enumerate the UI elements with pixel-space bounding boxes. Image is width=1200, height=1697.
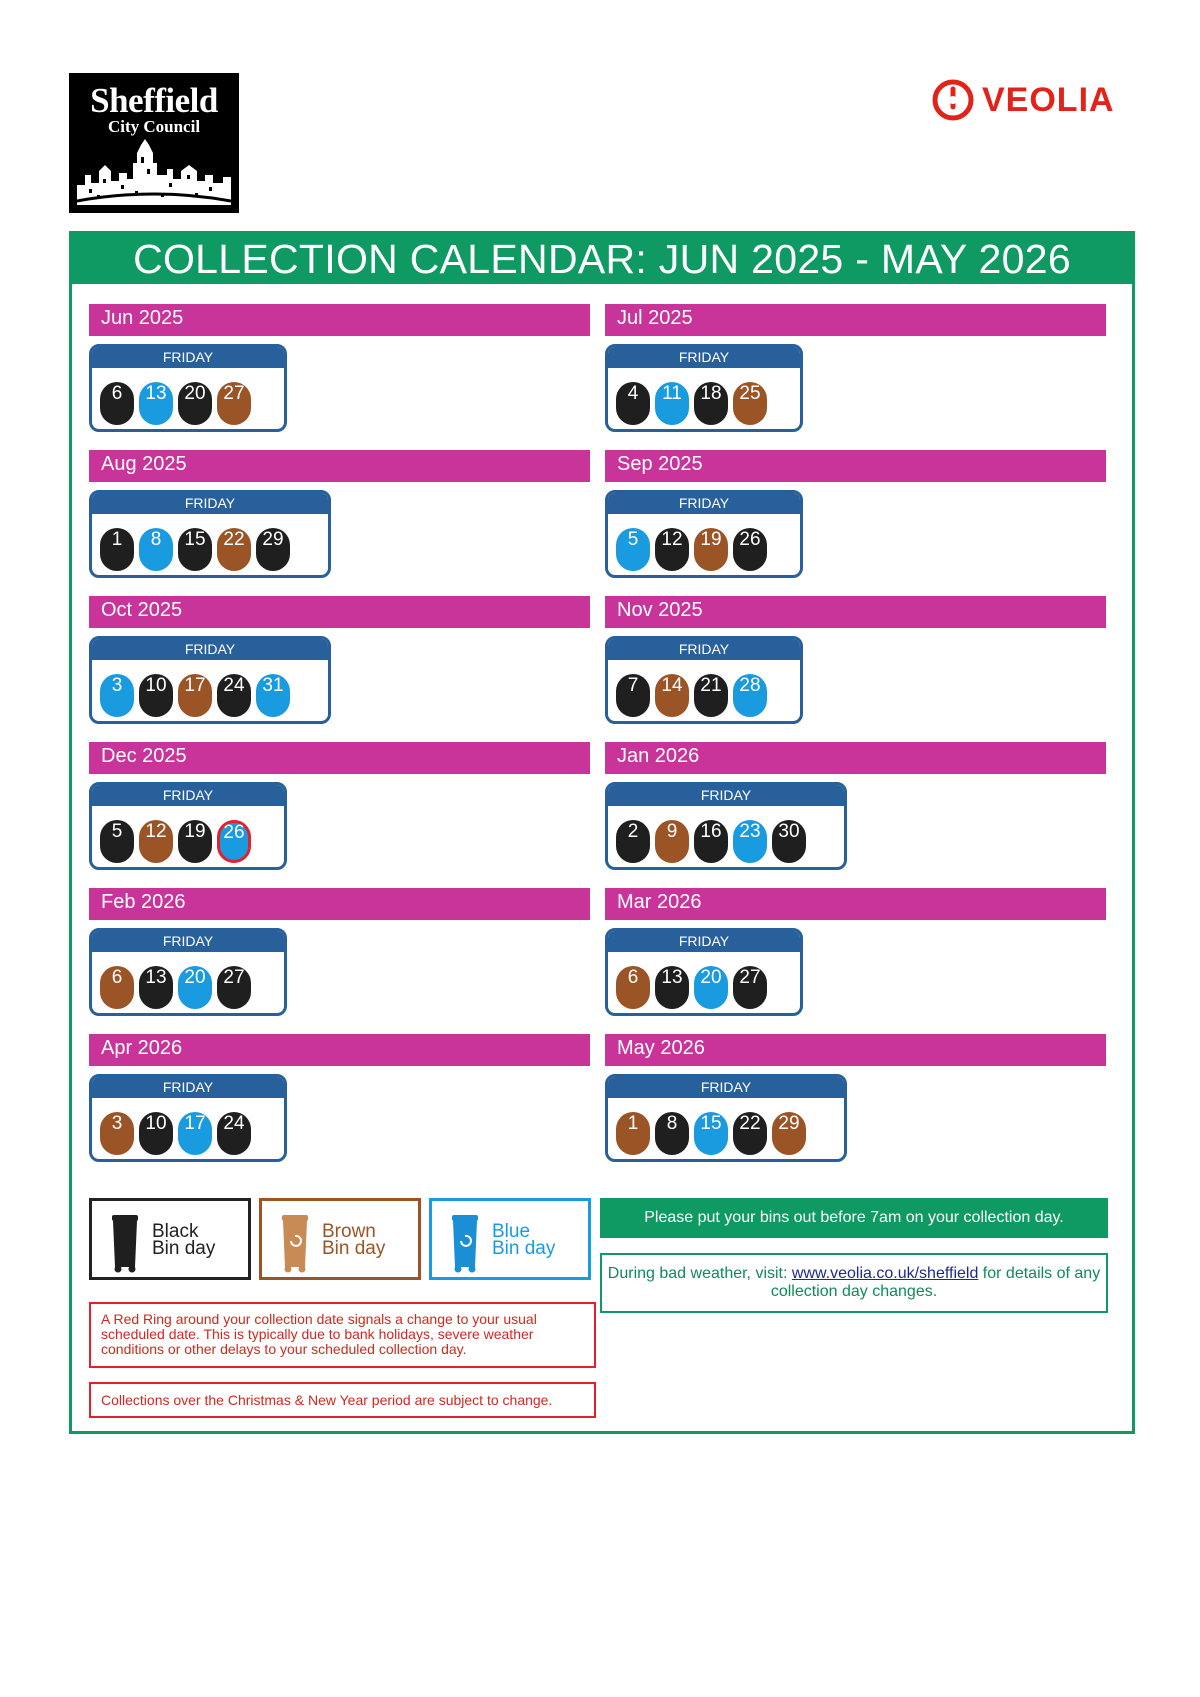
collection-date-black-bin: 5 bbox=[100, 820, 134, 863]
month-label: Jan 2026 bbox=[605, 742, 1106, 774]
collection-date-black-bin: 24 bbox=[217, 1112, 251, 1155]
legend-black-line1: Black bbox=[152, 1221, 199, 1242]
collection-date-brown-bin: 27 bbox=[217, 382, 251, 425]
collection-date-black-bin: 22 bbox=[733, 1112, 767, 1155]
collection-date-black-bin: 10 bbox=[139, 674, 173, 717]
collection-date-black-bin: 2 bbox=[616, 820, 650, 863]
month-collection-box bbox=[605, 928, 803, 1016]
month-label: Mar 2026 bbox=[605, 888, 1106, 920]
council-logo-subtitle: City Council bbox=[107, 117, 201, 136]
month-collection-box bbox=[89, 928, 287, 1016]
collection-date-blue-bin: 20 bbox=[178, 966, 212, 1009]
month-label: Aug 2025 bbox=[89, 450, 590, 482]
collection-date-brown-bin: 6 bbox=[616, 966, 650, 1009]
collection-date-black-bin: 19 bbox=[178, 820, 212, 863]
weekday-label: FRIDAY bbox=[92, 1077, 284, 1098]
collection-date-black-bin: 10 bbox=[139, 1112, 173, 1155]
collection-date-blue-bin: 8 bbox=[139, 528, 173, 571]
collection-date-brown-bin: 12 bbox=[139, 820, 173, 863]
month-label: Dec 2025 bbox=[89, 742, 590, 774]
month-collection-box bbox=[605, 636, 803, 724]
christmas-note: Collections over the Christmas & New Year period are subject to change. bbox=[89, 1382, 596, 1418]
collection-date-brown-bin: 29 bbox=[772, 1112, 806, 1155]
collection-date-blue-bin: 23 bbox=[733, 820, 767, 863]
collection-date-black-bin: 29 bbox=[256, 528, 290, 571]
weekday-label: FRIDAY bbox=[608, 1077, 844, 1098]
collection-date-black-bin: 24 bbox=[217, 674, 251, 717]
bad-weather-note bbox=[600, 1253, 1108, 1313]
weekday-label: FRIDAY bbox=[608, 639, 800, 660]
weekday-label: FRIDAY bbox=[92, 785, 284, 806]
legend-brown-bin bbox=[259, 1198, 421, 1280]
legend-brown-line2: Bin day bbox=[322, 1238, 386, 1259]
month-label: Feb 2026 bbox=[89, 888, 590, 920]
collection-date-black-bin: 27 bbox=[217, 966, 251, 1009]
collection-date-black-bin: 7 bbox=[616, 674, 650, 717]
city-skyline-icon bbox=[77, 135, 231, 205]
calendar-title: COLLECTION CALENDAR: JUN 2025 - MAY 2026 bbox=[72, 234, 1132, 284]
legend-blue-line2: Bin day bbox=[492, 1238, 556, 1259]
collection-date-black-bin: 1 bbox=[100, 528, 134, 571]
veolia-logo bbox=[930, 75, 1120, 125]
black-bin-icon bbox=[110, 1211, 140, 1273]
legend-brown-line1: Brown bbox=[322, 1221, 376, 1242]
legend-blue-line1: Blue bbox=[492, 1221, 531, 1242]
month-collection-box bbox=[605, 344, 803, 432]
collection-date-brown-bin: 22 bbox=[217, 528, 251, 571]
collection-date-blue-bin: 15 bbox=[694, 1112, 728, 1155]
month-collection-box bbox=[89, 1074, 287, 1162]
veolia-wordmark: VEOLIA bbox=[982, 81, 1115, 119]
blue-bin-icon bbox=[450, 1211, 480, 1273]
legend-black-line2: Bin day bbox=[152, 1238, 216, 1259]
collection-date-blue-bin: 11 bbox=[655, 382, 689, 425]
weekday-label: FRIDAY bbox=[92, 639, 328, 660]
collection-date-brown-bin: 14 bbox=[655, 674, 689, 717]
month-collection-box bbox=[605, 1074, 847, 1162]
month-label: Jul 2025 bbox=[605, 304, 1106, 336]
red-ring-note: A Red Ring around your collection date signals a change to your usual scheduled date. This is typically due to bank holidays, severe weather conditions or other delays to your scheduled collection day. bbox=[89, 1302, 596, 1368]
month-label: Oct 2025 bbox=[89, 596, 590, 628]
legend-black-bin bbox=[89, 1198, 251, 1280]
weekday-label: FRIDAY bbox=[608, 931, 800, 952]
collection-date-black-bin: 6 bbox=[100, 382, 134, 425]
brown-bin-icon bbox=[280, 1211, 310, 1273]
weekday-label: FRIDAY bbox=[92, 931, 284, 952]
collection-date-black-bin: 16 bbox=[694, 820, 728, 863]
collection-date-black-bin: 13 bbox=[139, 966, 173, 1009]
collection-date-blue-bin: 28 bbox=[733, 674, 767, 717]
collection-date-black-bin: 26 bbox=[733, 528, 767, 571]
collection-date-brown-bin: 6 bbox=[100, 966, 134, 1009]
weekday-label: FRIDAY bbox=[608, 347, 800, 368]
month-collection-box bbox=[605, 782, 847, 870]
collection-date-brown-bin: 3 bbox=[100, 1112, 134, 1155]
month-collection-box bbox=[89, 490, 331, 578]
council-logo-name: Sheffield bbox=[90, 81, 218, 120]
collection-date-black-bin: 27 bbox=[733, 966, 767, 1009]
weather-note-prefix: During bad weather, visit: bbox=[607, 1265, 792, 1282]
month-label: Jun 2025 bbox=[89, 304, 590, 336]
put-bins-out-note: Please put your bins out before 7am on your collection day. bbox=[600, 1198, 1108, 1238]
month-collection-box bbox=[605, 490, 803, 578]
weekday-label: FRIDAY bbox=[608, 785, 844, 806]
sheffield-city-council-logo bbox=[69, 73, 239, 213]
weekday-label: FRIDAY bbox=[92, 493, 328, 514]
veolia-sheffield-link[interactable]: www.veolia.co.uk/sheffield bbox=[791, 1265, 979, 1282]
month-label: May 2026 bbox=[605, 1034, 1106, 1066]
collection-date-brown-bin: 25 bbox=[733, 382, 767, 425]
collection-date-blue-bin: 5 bbox=[616, 528, 650, 571]
collection-date-black-bin: 30 bbox=[772, 820, 806, 863]
collection-date-blue-bin: 3 bbox=[100, 674, 134, 717]
collection-date-black-bin: 20 bbox=[178, 382, 212, 425]
legend-blue-bin bbox=[429, 1198, 591, 1280]
collection-date-brown-bin: 1 bbox=[616, 1112, 650, 1155]
month-collection-box bbox=[89, 636, 331, 724]
veolia-ring-icon bbox=[930, 77, 976, 123]
collection-date-black-bin: 15 bbox=[178, 528, 212, 571]
month-collection-box bbox=[89, 782, 287, 870]
month-label: Apr 2026 bbox=[89, 1034, 590, 1066]
collection-date-brown-bin: 17 bbox=[178, 674, 212, 717]
collection-date-blue-bin: 26 bbox=[217, 820, 251, 863]
collection-date-black-bin: 8 bbox=[655, 1112, 689, 1155]
month-label: Nov 2025 bbox=[605, 596, 1106, 628]
collection-date-black-bin: 12 bbox=[655, 528, 689, 571]
collection-date-black-bin: 21 bbox=[694, 674, 728, 717]
collection-date-black-bin: 13 bbox=[655, 966, 689, 1009]
weekday-label: FRIDAY bbox=[608, 493, 800, 514]
weather-note-suffix: for details of any collection day changes. bbox=[770, 1265, 1101, 1300]
collection-date-black-bin: 18 bbox=[694, 382, 728, 425]
month-label: Sep 2025 bbox=[605, 450, 1106, 482]
collection-date-blue-bin: 31 bbox=[256, 674, 290, 717]
month-collection-box bbox=[89, 344, 287, 432]
collection-date-blue-bin: 20 bbox=[694, 966, 728, 1009]
collection-date-blue-bin: 17 bbox=[178, 1112, 212, 1155]
collection-date-brown-bin: 19 bbox=[694, 528, 728, 571]
collection-date-blue-bin: 13 bbox=[139, 382, 173, 425]
collection-date-black-bin: 4 bbox=[616, 382, 650, 425]
collection-date-brown-bin: 9 bbox=[655, 820, 689, 863]
weekday-label: FRIDAY bbox=[92, 347, 284, 368]
